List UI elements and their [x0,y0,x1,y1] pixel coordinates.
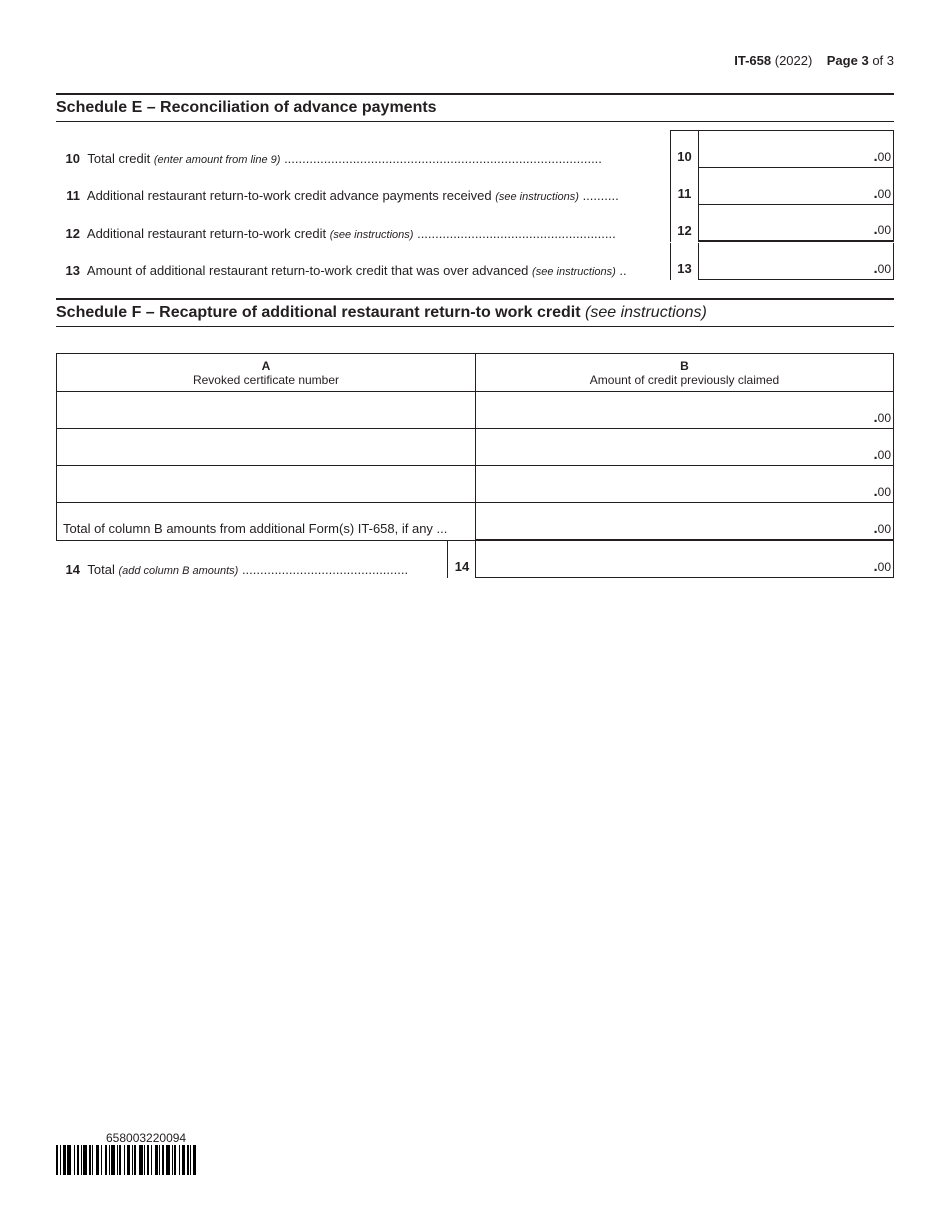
line-14-row: 14 Total (add column B amounts) .............................................. [65,562,409,577]
additional-forms-label-cell: Total of column B amounts from additional Form(s) IT-658, if any ... [56,502,476,541]
page-of: of 3 [872,53,894,68]
line-13-amount-field[interactable]: .00 [699,243,894,280]
line-10-box-label: 10 [670,131,699,168]
form-id: IT-658 [734,53,772,68]
additional-forms-amount-field[interactable]: .00 [475,502,894,541]
line-13-box-label: 13 [670,243,699,280]
revoked-certificate-input-2[interactable] [56,428,476,466]
schedule-f-title: Schedule F – Recapture of additional restaurant return-to work credit (see instructions) [56,298,894,327]
line-14-box-label: 14 [447,540,476,578]
revoked-certificate-input-1[interactable] [56,391,476,429]
credit-claimed-input-2[interactable]: .00 [475,428,894,466]
form-year: (2022) [774,53,813,68]
line-11-box-label: 11 [670,168,699,205]
line-10-amount-field[interactable]: .00 [699,131,894,168]
line-12-box-label: 12 [670,205,699,242]
line-10-row: 10 Total credit (enter amount from line 9) ........................................................................................ [65,151,602,166]
line-14-amount-field[interactable]: .00 [475,540,894,578]
line-11-row: 11 Additional restaurant return-to-work credit advance payments received (see instructions) .......... [66,188,619,203]
page-label: Page 3 [826,53,869,68]
credit-claimed-input-3[interactable]: .00 [475,465,894,503]
line-11-amount-field[interactable]: .00 [699,168,894,205]
revoked-certificate-input-3[interactable] [56,465,476,503]
column-b-header: B Amount of credit previously claimed [475,353,894,392]
page-header [734,53,894,68]
barcode-number: 658003220094 [106,1131,187,1145]
line-13-row: 13 Amount of additional restaurant return-to-work credit that was over advanced (see instructions) .. [65,263,627,278]
column-a-header: A Revoked certificate number [56,353,476,392]
barcode-graphic [56,1145,239,1175]
line-12-amount-field[interactable]: .00 [699,205,894,242]
schedule-e-title: Schedule E – Reconciliation of advance payments [56,93,894,122]
line-12-row: 12 Additional restaurant return-to-work credit (see instructions) ....................................................... [65,226,616,241]
credit-claimed-input-1[interactable]: .00 [475,391,894,429]
